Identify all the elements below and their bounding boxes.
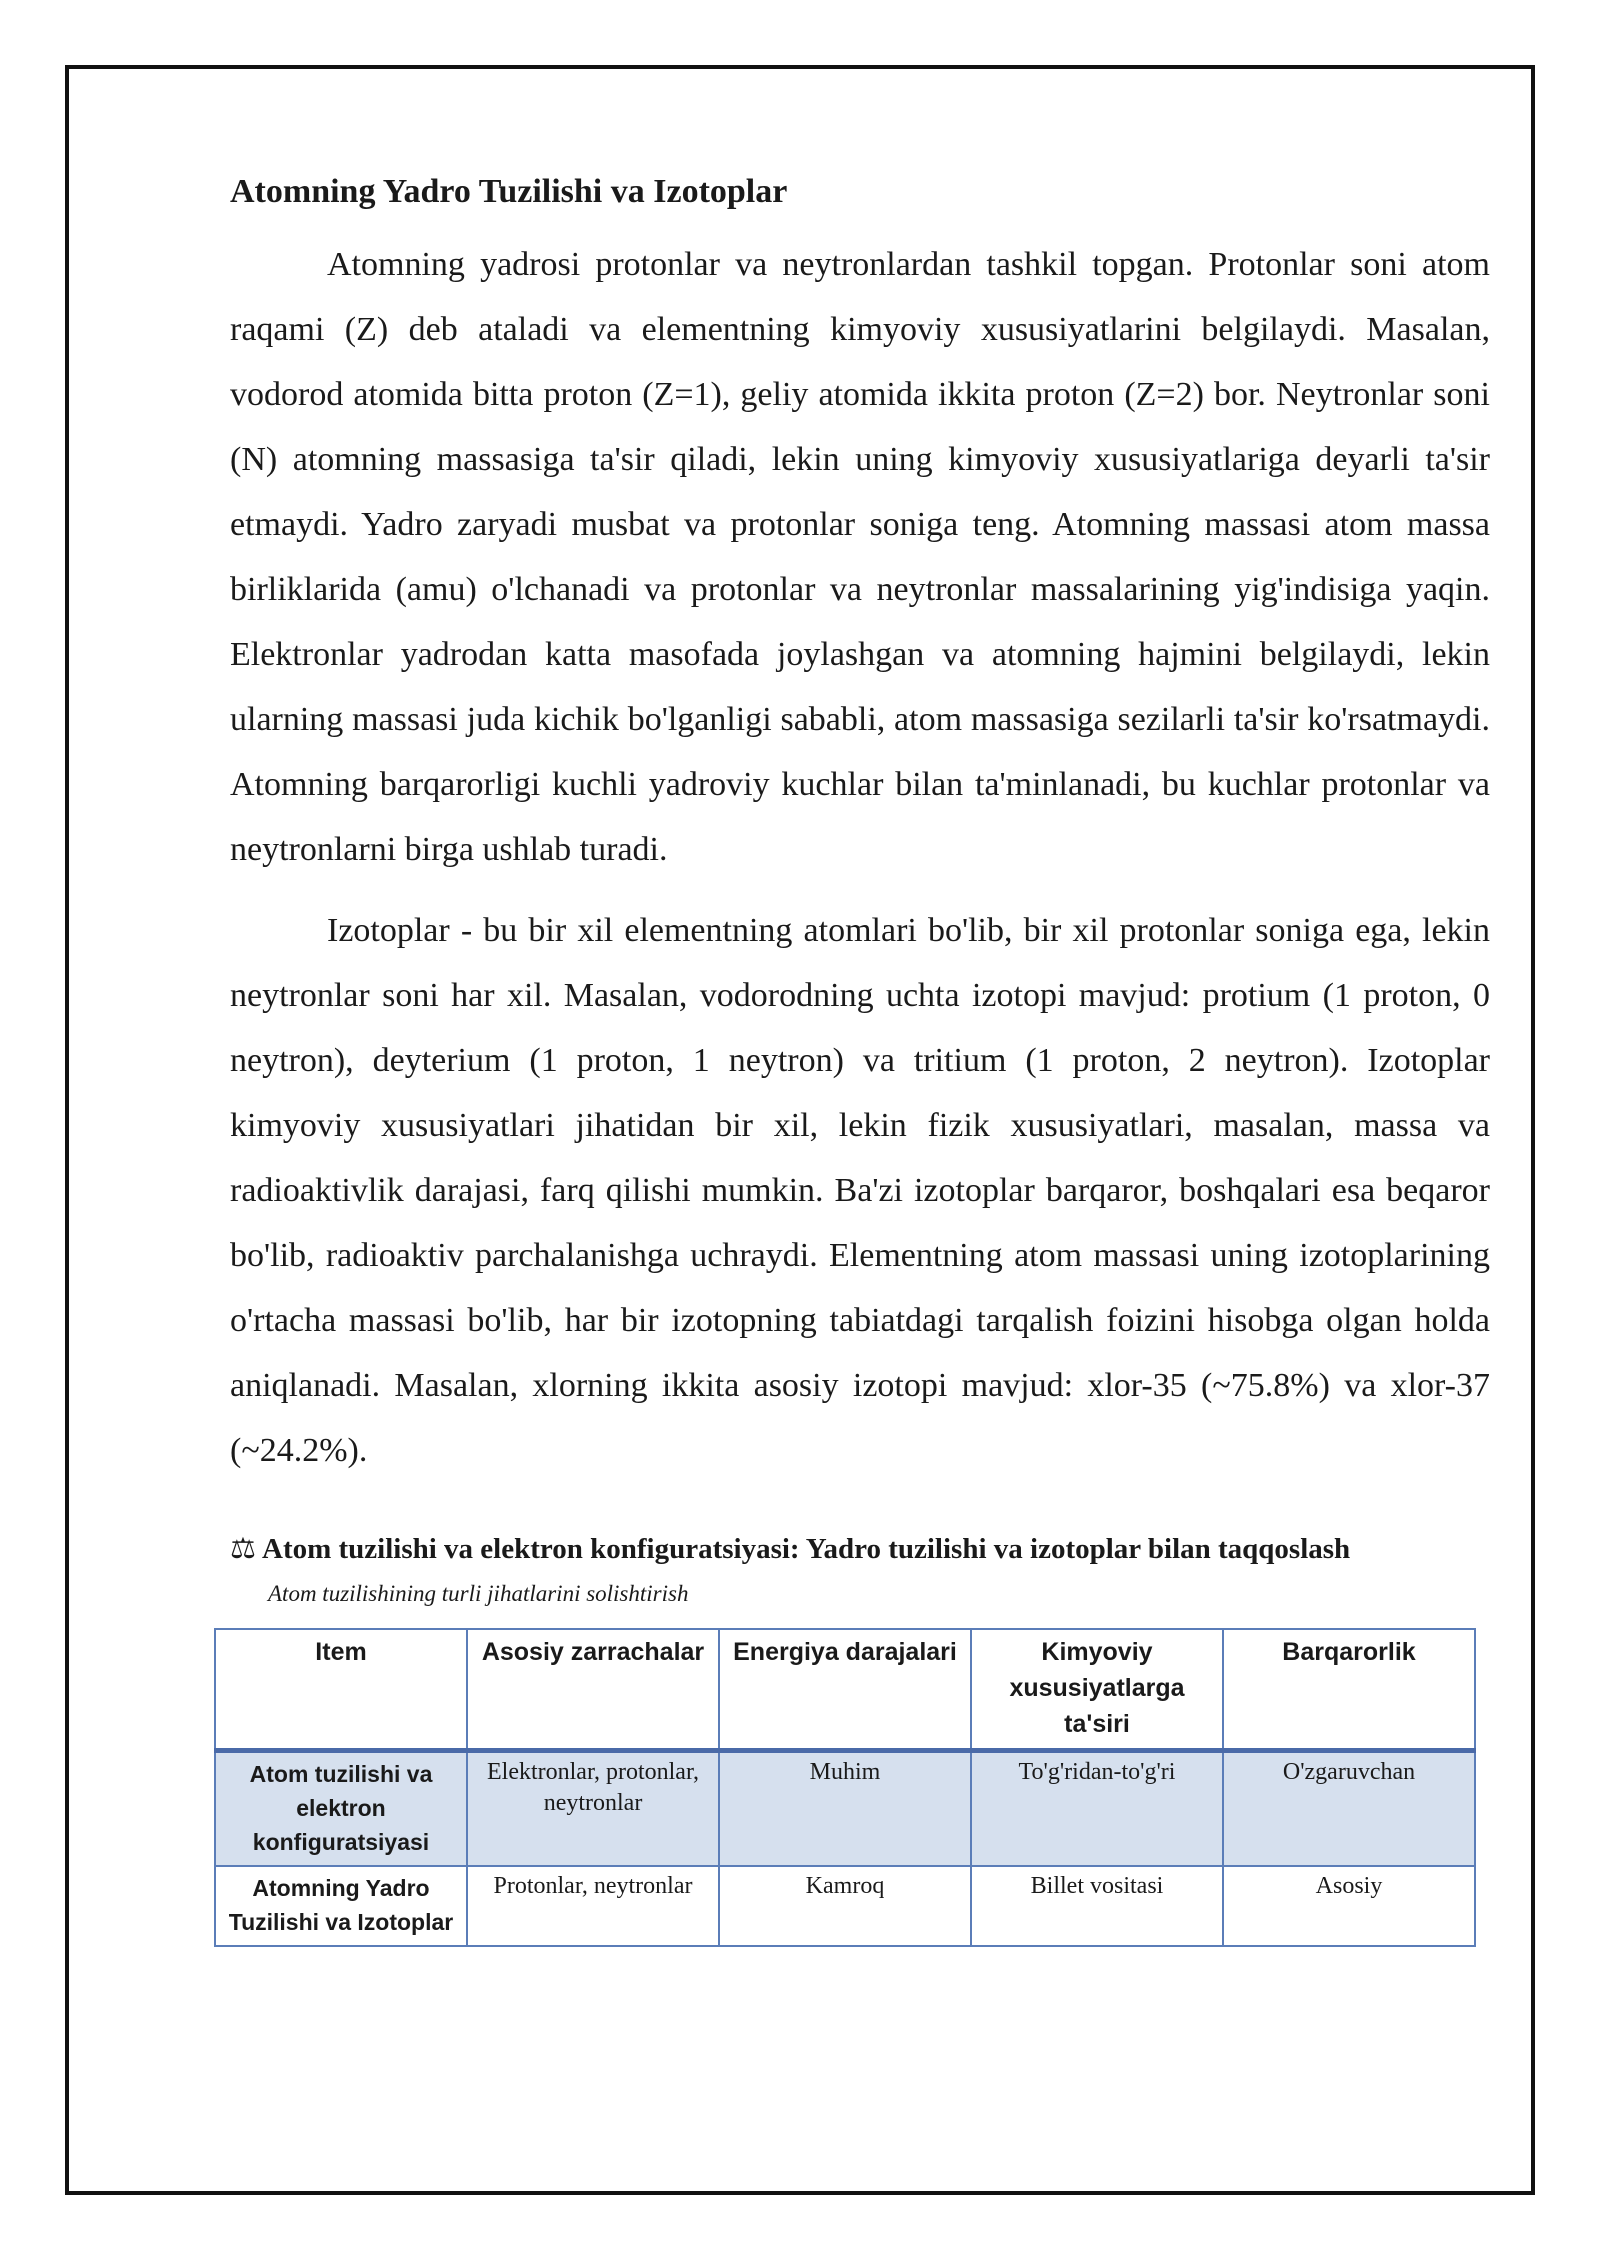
row-label: Atomning Yadro Tuzilishi va Izotoplar (215, 1866, 467, 1946)
document-title: Atomning Yadro Tuzilishi va Izotoplar (230, 173, 788, 210)
table-cell: Elektronlar, protonlar, neytronlar (467, 1750, 719, 1866)
table-row (215, 1866, 1475, 1946)
header-item: Item (215, 1629, 467, 1751)
row-label: Atom tuzilishi va elektron konfiguratsiyasi (215, 1750, 467, 1866)
table-cell: Billet vositasi (971, 1866, 1223, 1946)
table-cell: Kamroq (719, 1866, 971, 1946)
comparison-table (214, 1628, 1476, 1947)
header-stability: Barqarorlik (1223, 1629, 1475, 1751)
table-title-text: Atom tuzilishi va elektron konfiguratsiyasi: Yadro tuzilishi va izotoplar bilan taqqoslash (262, 1533, 1351, 1566)
table-header-row (215, 1629, 1475, 1751)
document-body (230, 170, 1490, 1947)
header-chemical-effect: Kimyoviy xususiyatlarga ta'siri (971, 1629, 1223, 1751)
table-cell: Protonlar, neytronlar (467, 1866, 719, 1946)
table-title (230, 1529, 1490, 1570)
table-cell: Asosiy (1223, 1866, 1475, 1946)
table-caption: Atom tuzilishining turli jihatlarini solishtirish (268, 1580, 689, 1606)
paragraph-nucleus: Atomning yadrosi protonlar va neytronlardan tashkil topgan. Protonlar soni atom raqami (Z) deb ataladi va elementning kimyoviy xususiyatlarini belgilaydi. Masalan, vodorod atomida bitta proton (Z=1), geliy atomida ikkita proton (Z=2) bor. Neytronlar soni (N) atomning massasiga ta'sir qiladi, lekin uning kimyoviy xususiyatlariga deyarli ta'sir etmaydi. Yadro zaryadi musbat va protonlar soniga teng. Atomning massasi atom massa birliklarida (amu) o'lchanadi va protonlar va neytronlar massalarining yig'indisiga yaqin. Elektronlar yadrodan katta masofada joylashgan va atomning hajmini belgilaydi, lekin ularning massasi juda kichik bo'lganligi sababli, atom massasiga sezilarli ta'sir ko'rsatmaydi. Atomning barqarorligi kuchli yadroviy kuchlar bilan ta'minlanadi, bu kuchlar protonlar va neytronlarni birga ushlab turadi. (230, 246, 1490, 869)
header-main-particles: Asosiy zarrachalar (467, 1629, 719, 1751)
table-cell: Muhim (719, 1750, 971, 1866)
header-energy-levels: Energiya darajalari (719, 1629, 971, 1751)
table-cell: O'zgaruvchan (1223, 1750, 1475, 1866)
table-cell: To'g'ridan-to'g'ri (971, 1750, 1223, 1866)
scale-icon: ⚖ (230, 1533, 256, 1566)
paragraph-isotopes: Izotoplar - bu bir xil elementning atomlari bo'lib, bir xil protonlar soniga ega, lekin neytronlar soni har xil. Masalan, vodorodning uchta izotopi mavjud: protium (1 proton, 0 neytron), deyterium (1 proton, 1 neytron) va tritium (1 proton, 2 neytron). Izotoplar kimyoviy xususiyatlari jihatidan bir xil, lekin fizik xususiyatlari, masalan, massa va radioaktivlik darajasi, farq qilishi mumkin. Ba'zi izotoplar barqaror, boshqalari esa beqaror bo'lib, radioaktiv parchalanishga uchraydi. Elementning atom massasi uning izotoplarining o'rtacha massasi bo'lib, har bir izotopning tabiatdagi tarqalish foizini hisobga olgan holda aniqlanadi. Masalan, xlorning ikkita asosiy izotopi mavjud: xlor-35 (~75.8%) va xlor-37 (~24.2%). (230, 912, 1490, 1470)
table-row (215, 1750, 1475, 1866)
